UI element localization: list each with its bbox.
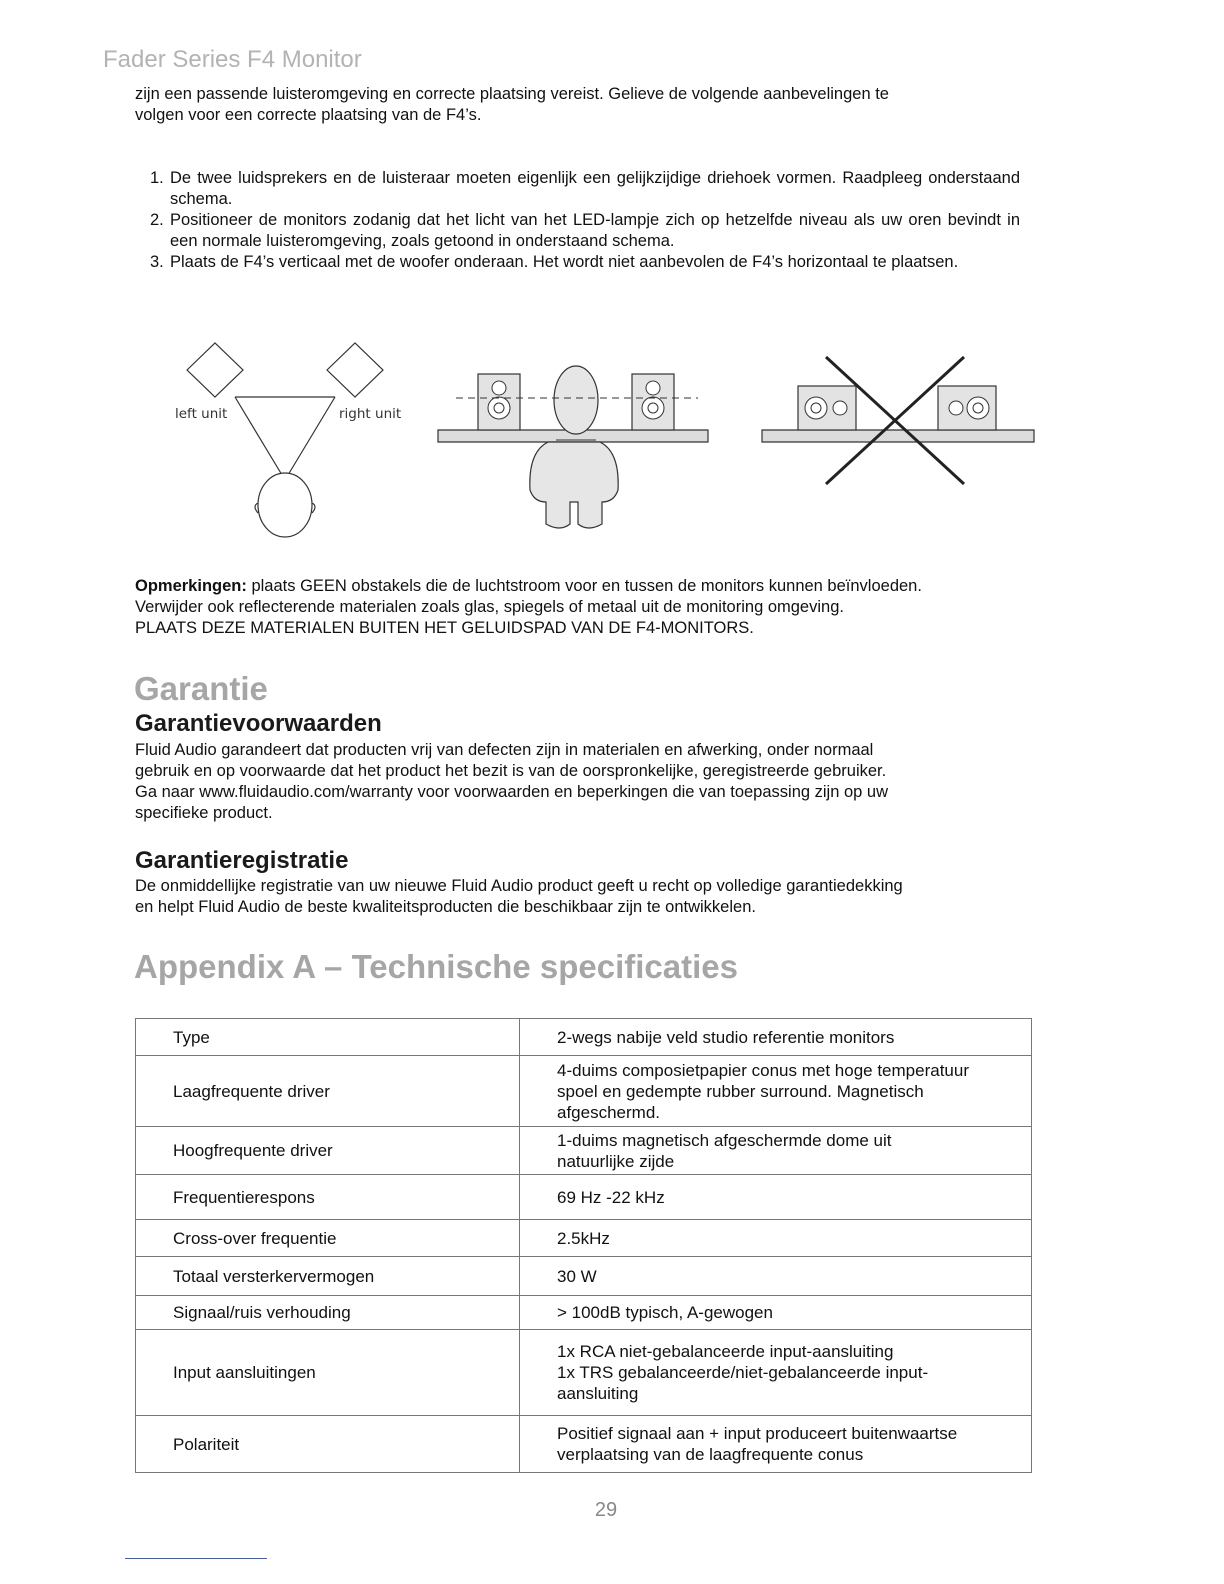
notes-paragraph xyxy=(135,576,1035,639)
spec-value-line: Positief signaal aan + input produceert buitenwaartse xyxy=(557,1424,958,1443)
left-unit-label: left unit xyxy=(175,406,228,422)
subsection-title-registration: Garantieregistratie xyxy=(135,847,349,874)
registration-paragraph xyxy=(135,876,1035,918)
notes-line: PLAATS DEZE MATERIALEN BUITEN HET GELUIDSPAD VAN DE F4-MONITORS. xyxy=(135,619,754,637)
step-number: 2. xyxy=(150,211,164,229)
spec-value: 69 Hz -22 kHz xyxy=(520,1175,1032,1220)
horizontal-placement-crossed-diagram xyxy=(760,354,1038,488)
terms-line: Fluid Audio garandeert dat producten vrij van defecten zijn in materialen en afwerking, onder normaal xyxy=(135,741,874,759)
list-item xyxy=(136,168,1020,210)
spec-value-line: natuurlijke zijde xyxy=(557,1151,675,1171)
notes-label: Opmerkingen: xyxy=(135,577,247,595)
list-item xyxy=(136,252,1020,273)
listener-head-icon xyxy=(258,473,312,537)
footnote-separator xyxy=(125,1558,267,1559)
spec-value xyxy=(520,1127,1032,1175)
step-number: 3. xyxy=(150,253,164,271)
table-row xyxy=(136,1056,1032,1127)
terms-line: Ga naar www.fluidaudio.com/warranty voor voorwaarden en beperkingen die van toepassing zijn op uw xyxy=(135,783,889,801)
speaker-icon xyxy=(938,386,996,430)
notes-line: plaats GEEN obstakels die de luchtstroom voor en tussen de monitors kunnen beïnvloeden. xyxy=(251,577,922,595)
table-row xyxy=(136,1296,1032,1330)
table-row xyxy=(136,1220,1032,1257)
spec-value: > 100dB typisch, A-gewogen xyxy=(520,1296,1032,1330)
table-row xyxy=(136,1416,1032,1473)
specifications-table xyxy=(135,1018,1032,1473)
intro-line: volgen voor een correcte plaatsing van de F4’s. xyxy=(135,106,482,124)
step-number: 1. xyxy=(150,169,164,187)
shelf-icon xyxy=(762,430,1034,442)
table-row xyxy=(136,1019,1032,1056)
spec-value-line: aansluiting xyxy=(557,1384,639,1403)
spec-key: Hoogfrequente driver xyxy=(136,1127,520,1175)
spec-key: Type xyxy=(136,1019,520,1056)
spec-key: Frequentierespons xyxy=(136,1175,520,1220)
spec-value xyxy=(520,1330,1032,1416)
registration-line: en helpt Fluid Audio de beste kwaliteitsproducten die beschikbaar zijn te ontwikkelen. xyxy=(135,898,756,916)
list-item xyxy=(136,210,1020,252)
table-row xyxy=(136,1257,1032,1296)
section-title-garantie: Garantie xyxy=(134,670,268,707)
right-speaker-icon xyxy=(327,343,383,397)
page-number: 29 xyxy=(594,1499,618,1521)
speaker-icon xyxy=(478,374,520,430)
terms-paragraph xyxy=(135,740,1035,824)
intro-line: zijn een passende luisteromgeving en correcte plaatsing vereist. Gelieve de volgende aanbevelingen te xyxy=(135,85,889,103)
speaker-icon xyxy=(632,374,674,430)
spec-value: 2-wegs nabije veld studio referentie monitors xyxy=(520,1019,1032,1056)
spec-key: Polariteit xyxy=(136,1416,520,1473)
speaker-icon xyxy=(798,386,856,430)
spec-value-line: afgeschermd. xyxy=(557,1102,660,1122)
ear-level-diagram xyxy=(436,362,712,534)
table-row xyxy=(136,1175,1032,1220)
table-row xyxy=(136,1127,1032,1175)
subsection-title-terms: Garantievoorwaarden xyxy=(135,710,382,737)
listener-figure-icon xyxy=(530,366,618,528)
spec-key: Cross-over frequentie xyxy=(136,1220,520,1257)
spec-key: Input aansluitingen xyxy=(136,1330,520,1416)
placement-steps xyxy=(136,168,1020,273)
terms-line: specifieke product. xyxy=(135,804,273,822)
spec-value-line: spoel en gedempte rubber surround. Magnetisch xyxy=(557,1081,924,1101)
spec-key: Totaal versterkervermogen xyxy=(136,1257,520,1296)
notes-line: Verwijder ook reflecterende materialen zoals glas, spiegels of metaal uit de monitoring omgeving. xyxy=(135,598,844,616)
spec-value-line: 4-duims composietpapier conus met hoge temperatuur xyxy=(557,1060,969,1080)
right-unit-label: right unit xyxy=(339,406,402,422)
spec-key: Signaal/ruis verhouding xyxy=(136,1296,520,1330)
left-speaker-icon xyxy=(187,343,243,397)
running-header: Fader Series F4 Monitor xyxy=(103,46,362,73)
terms-line: gebruik en op voorwaarde dat het product het bezit is van de oorspronkelijke, geregistreerde gebruiker. xyxy=(135,762,887,780)
step-text: De twee luidsprekers en de luisteraar moeten eigenlijk een gelijkzijdige driehoek vormen. Raadpleeg onderstaand schema. xyxy=(170,169,1020,208)
table-row xyxy=(136,1330,1032,1416)
intro-paragraph xyxy=(135,84,1035,126)
step-text: Plaats de F4’s verticaal met de woofer onderaan. Het wordt niet aanbevolen de F4’s horizontaal te plaatsen. xyxy=(170,253,959,271)
spec-value xyxy=(520,1056,1032,1127)
spec-key: Laagfrequente driver xyxy=(136,1056,520,1127)
spec-value-line: 1x TRS gebalanceerde/niet-gebalanceerde input- xyxy=(557,1363,929,1382)
spec-value xyxy=(520,1416,1032,1473)
registration-line: De onmiddellijke registratie van uw nieuwe Fluid Audio product geeft u recht op volledige garantiedekking xyxy=(135,877,903,895)
spec-value: 2.5kHz xyxy=(520,1220,1032,1257)
step-text: Positioneer de monitors zodanig dat het licht van het LED-lampje zich op hetzelfde niveau als uw oren bevindt in een normale luisteromgeving, zoals getoond in onderstaand schema. xyxy=(170,211,1020,250)
section-title-appendix: Appendix A – Technische specificaties xyxy=(134,948,738,985)
spec-value-line: 1x RCA niet-gebalanceerde input-aansluiting xyxy=(557,1342,894,1361)
spec-value-line: 1-duims magnetisch afgeschermde dome uit xyxy=(557,1130,892,1150)
spec-value: 30 W xyxy=(520,1257,1032,1296)
spec-value-line: verplaatsing van de laagfrequente conus xyxy=(557,1445,864,1464)
triangle-placement-diagram xyxy=(165,335,415,545)
